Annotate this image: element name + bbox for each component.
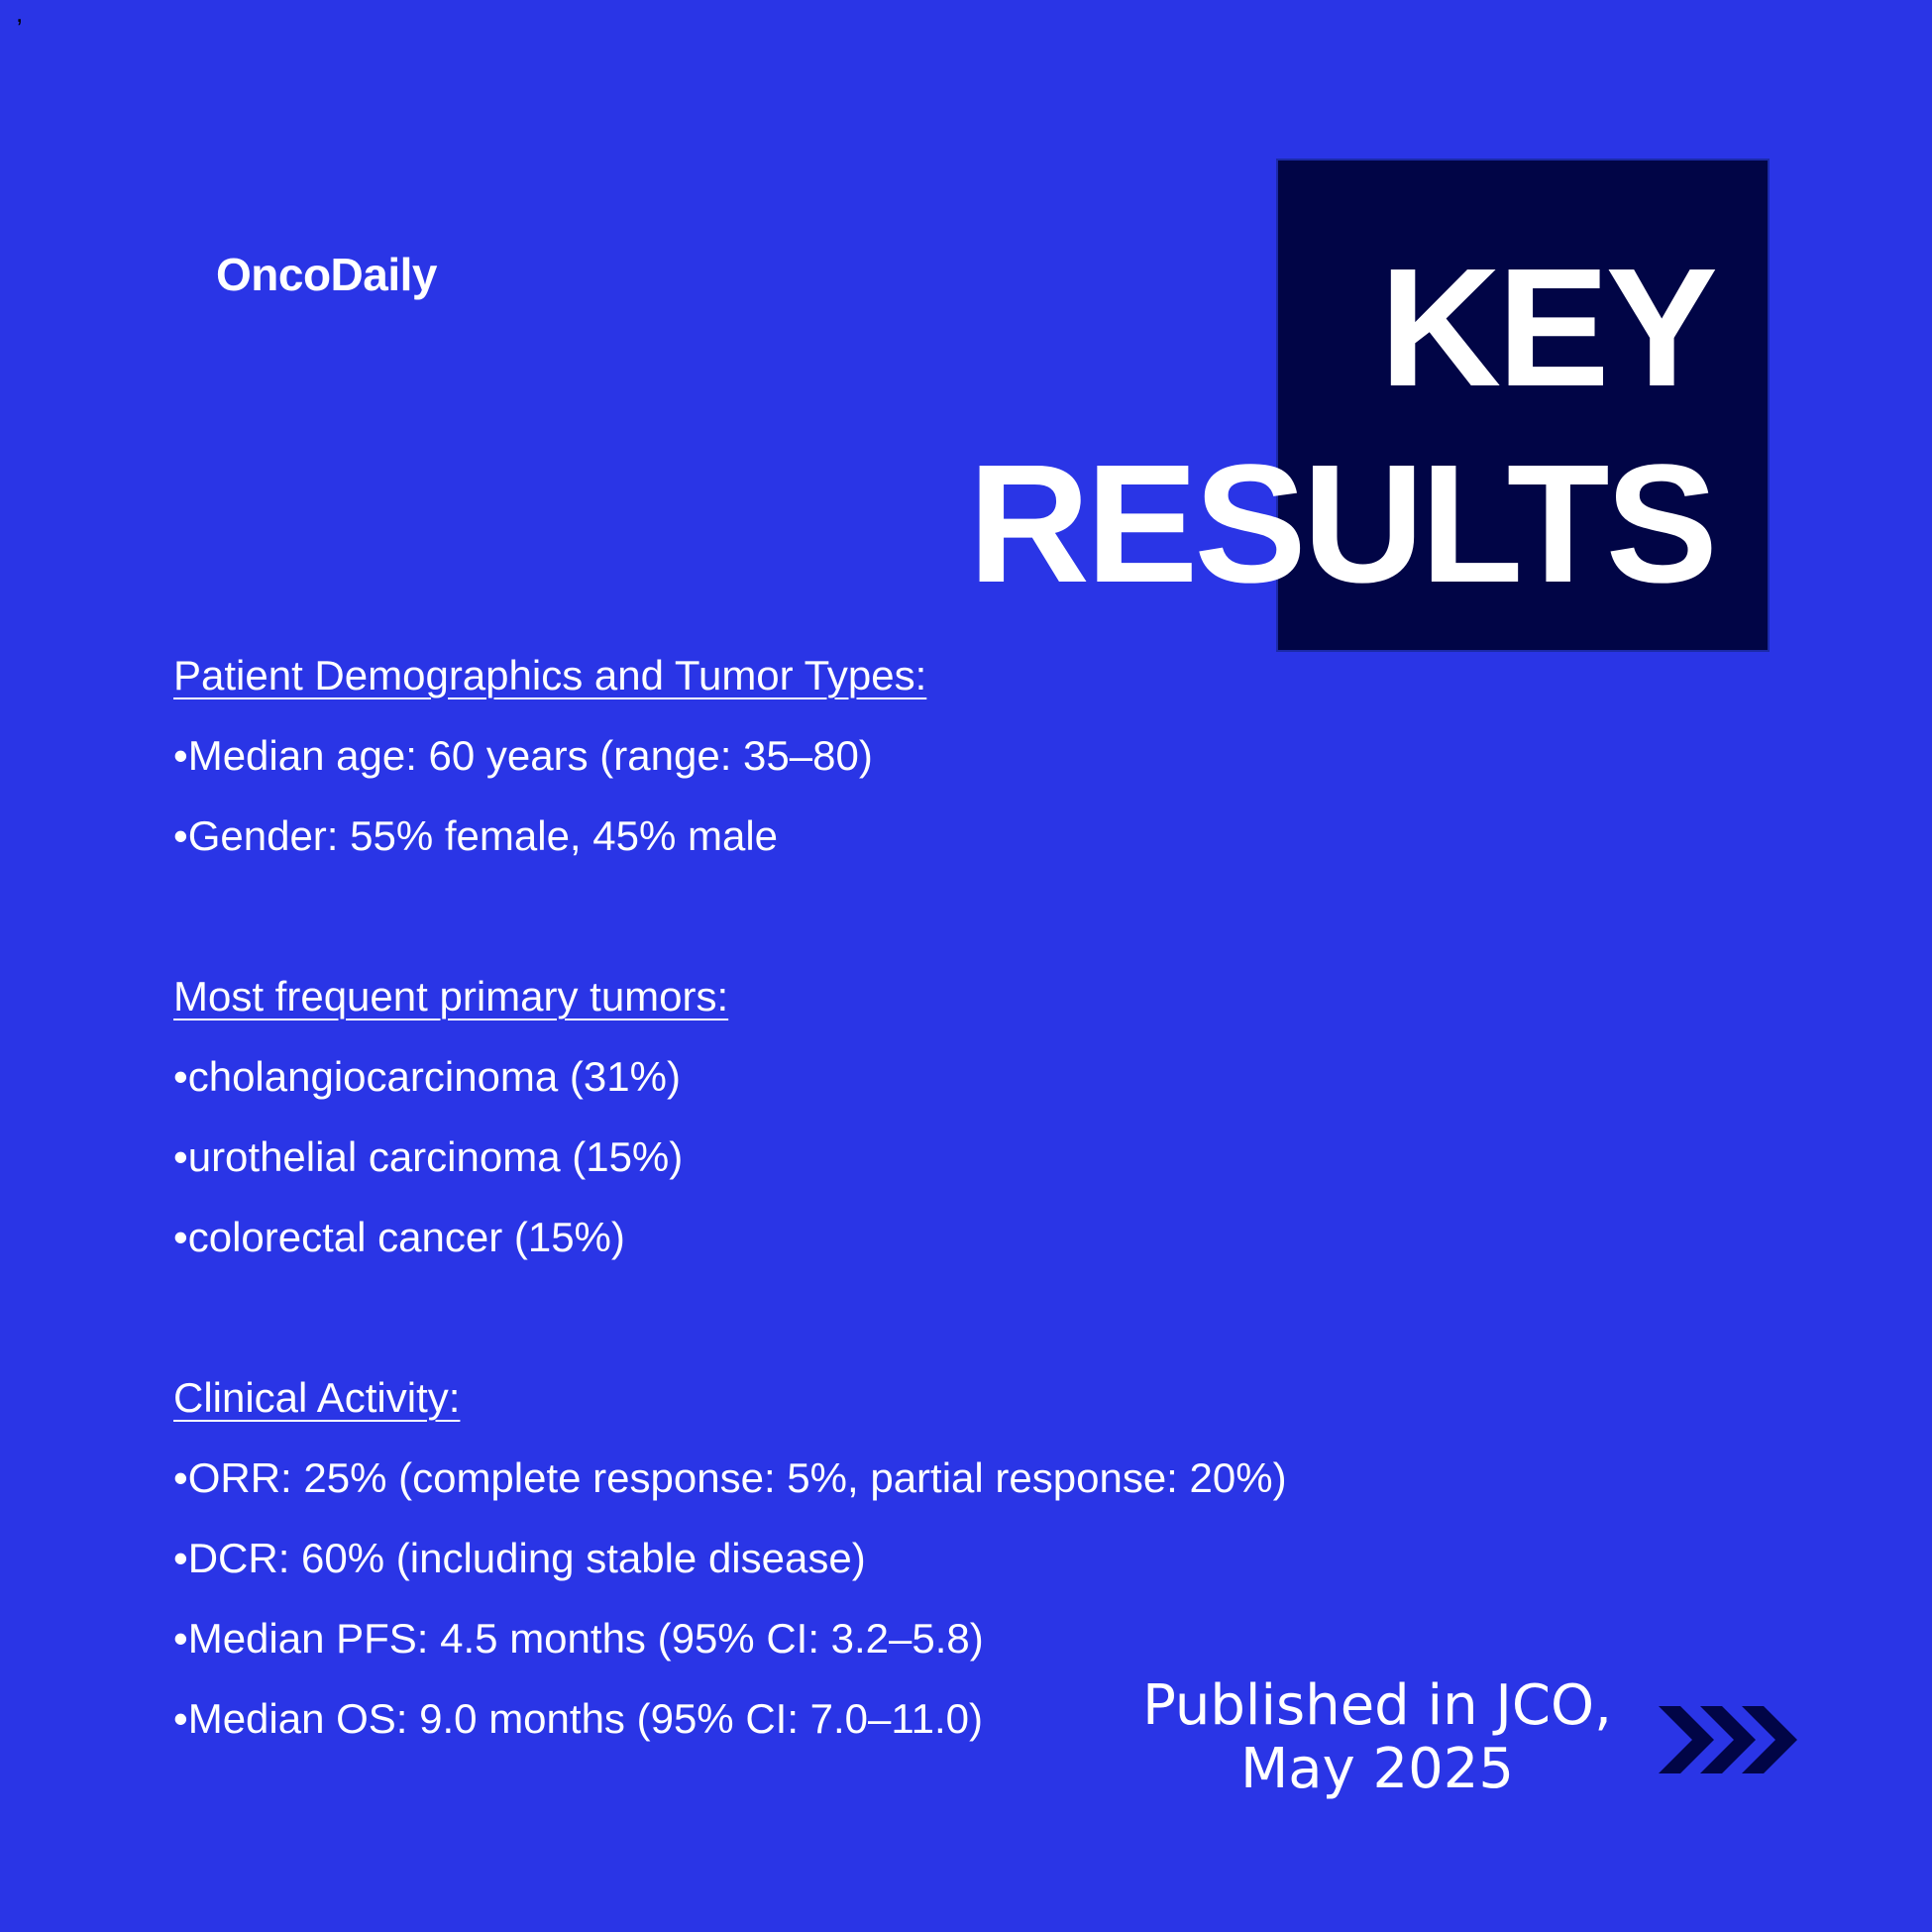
list-item: •ORR: 25% (complete response: 5%, partial response: 20%)	[173, 1454, 1287, 1501]
list-item: •Median OS: 9.0 months (95% CI: 7.0–11.0)	[173, 1695, 984, 1742]
list-item: •cholangiocarcinoma (31%)	[173, 1053, 681, 1100]
list-item: •Median PFS: 4.5 months (95% CI: 3.2–5.8)	[173, 1615, 984, 1662]
title-line-key: KEY	[1379, 234, 1714, 422]
title-line-results: RESULTS	[968, 430, 1714, 618]
list-item: •Gender: 55% female, 45% male	[173, 812, 779, 859]
stray-comma: ,	[16, 0, 24, 28]
brand-logo: OncoDaily	[216, 249, 438, 300]
section-title-tumors: Most frequent primary tumors:	[173, 973, 729, 1020]
spacer	[173, 887, 1412, 967]
triple-chevron-right-icon[interactable]	[1657, 1700, 1803, 1779]
list-item: •DCR: 60% (including stable disease)	[173, 1535, 866, 1581]
list-item: •colorectal cancer (15%)	[173, 1214, 625, 1260]
spacer	[173, 1288, 1412, 1368]
page-title	[968, 230, 1714, 622]
publication-line-journal: Published in JCO,	[1142, 1673, 1612, 1738]
list-item: •Median age: 60 years (range: 35–80)	[173, 732, 873, 779]
list-item: •urothelial carcinoma (15%)	[173, 1133, 684, 1180]
section-title-clinical-activity: Clinical Activity:	[173, 1374, 461, 1421]
publication-line-date: May 2025	[1239, 1737, 1515, 1801]
results-content	[173, 646, 1412, 1770]
section-title-demographics: Patient Demographics and Tumor Types:	[173, 652, 927, 698]
publication-note	[1110, 1674, 1645, 1801]
